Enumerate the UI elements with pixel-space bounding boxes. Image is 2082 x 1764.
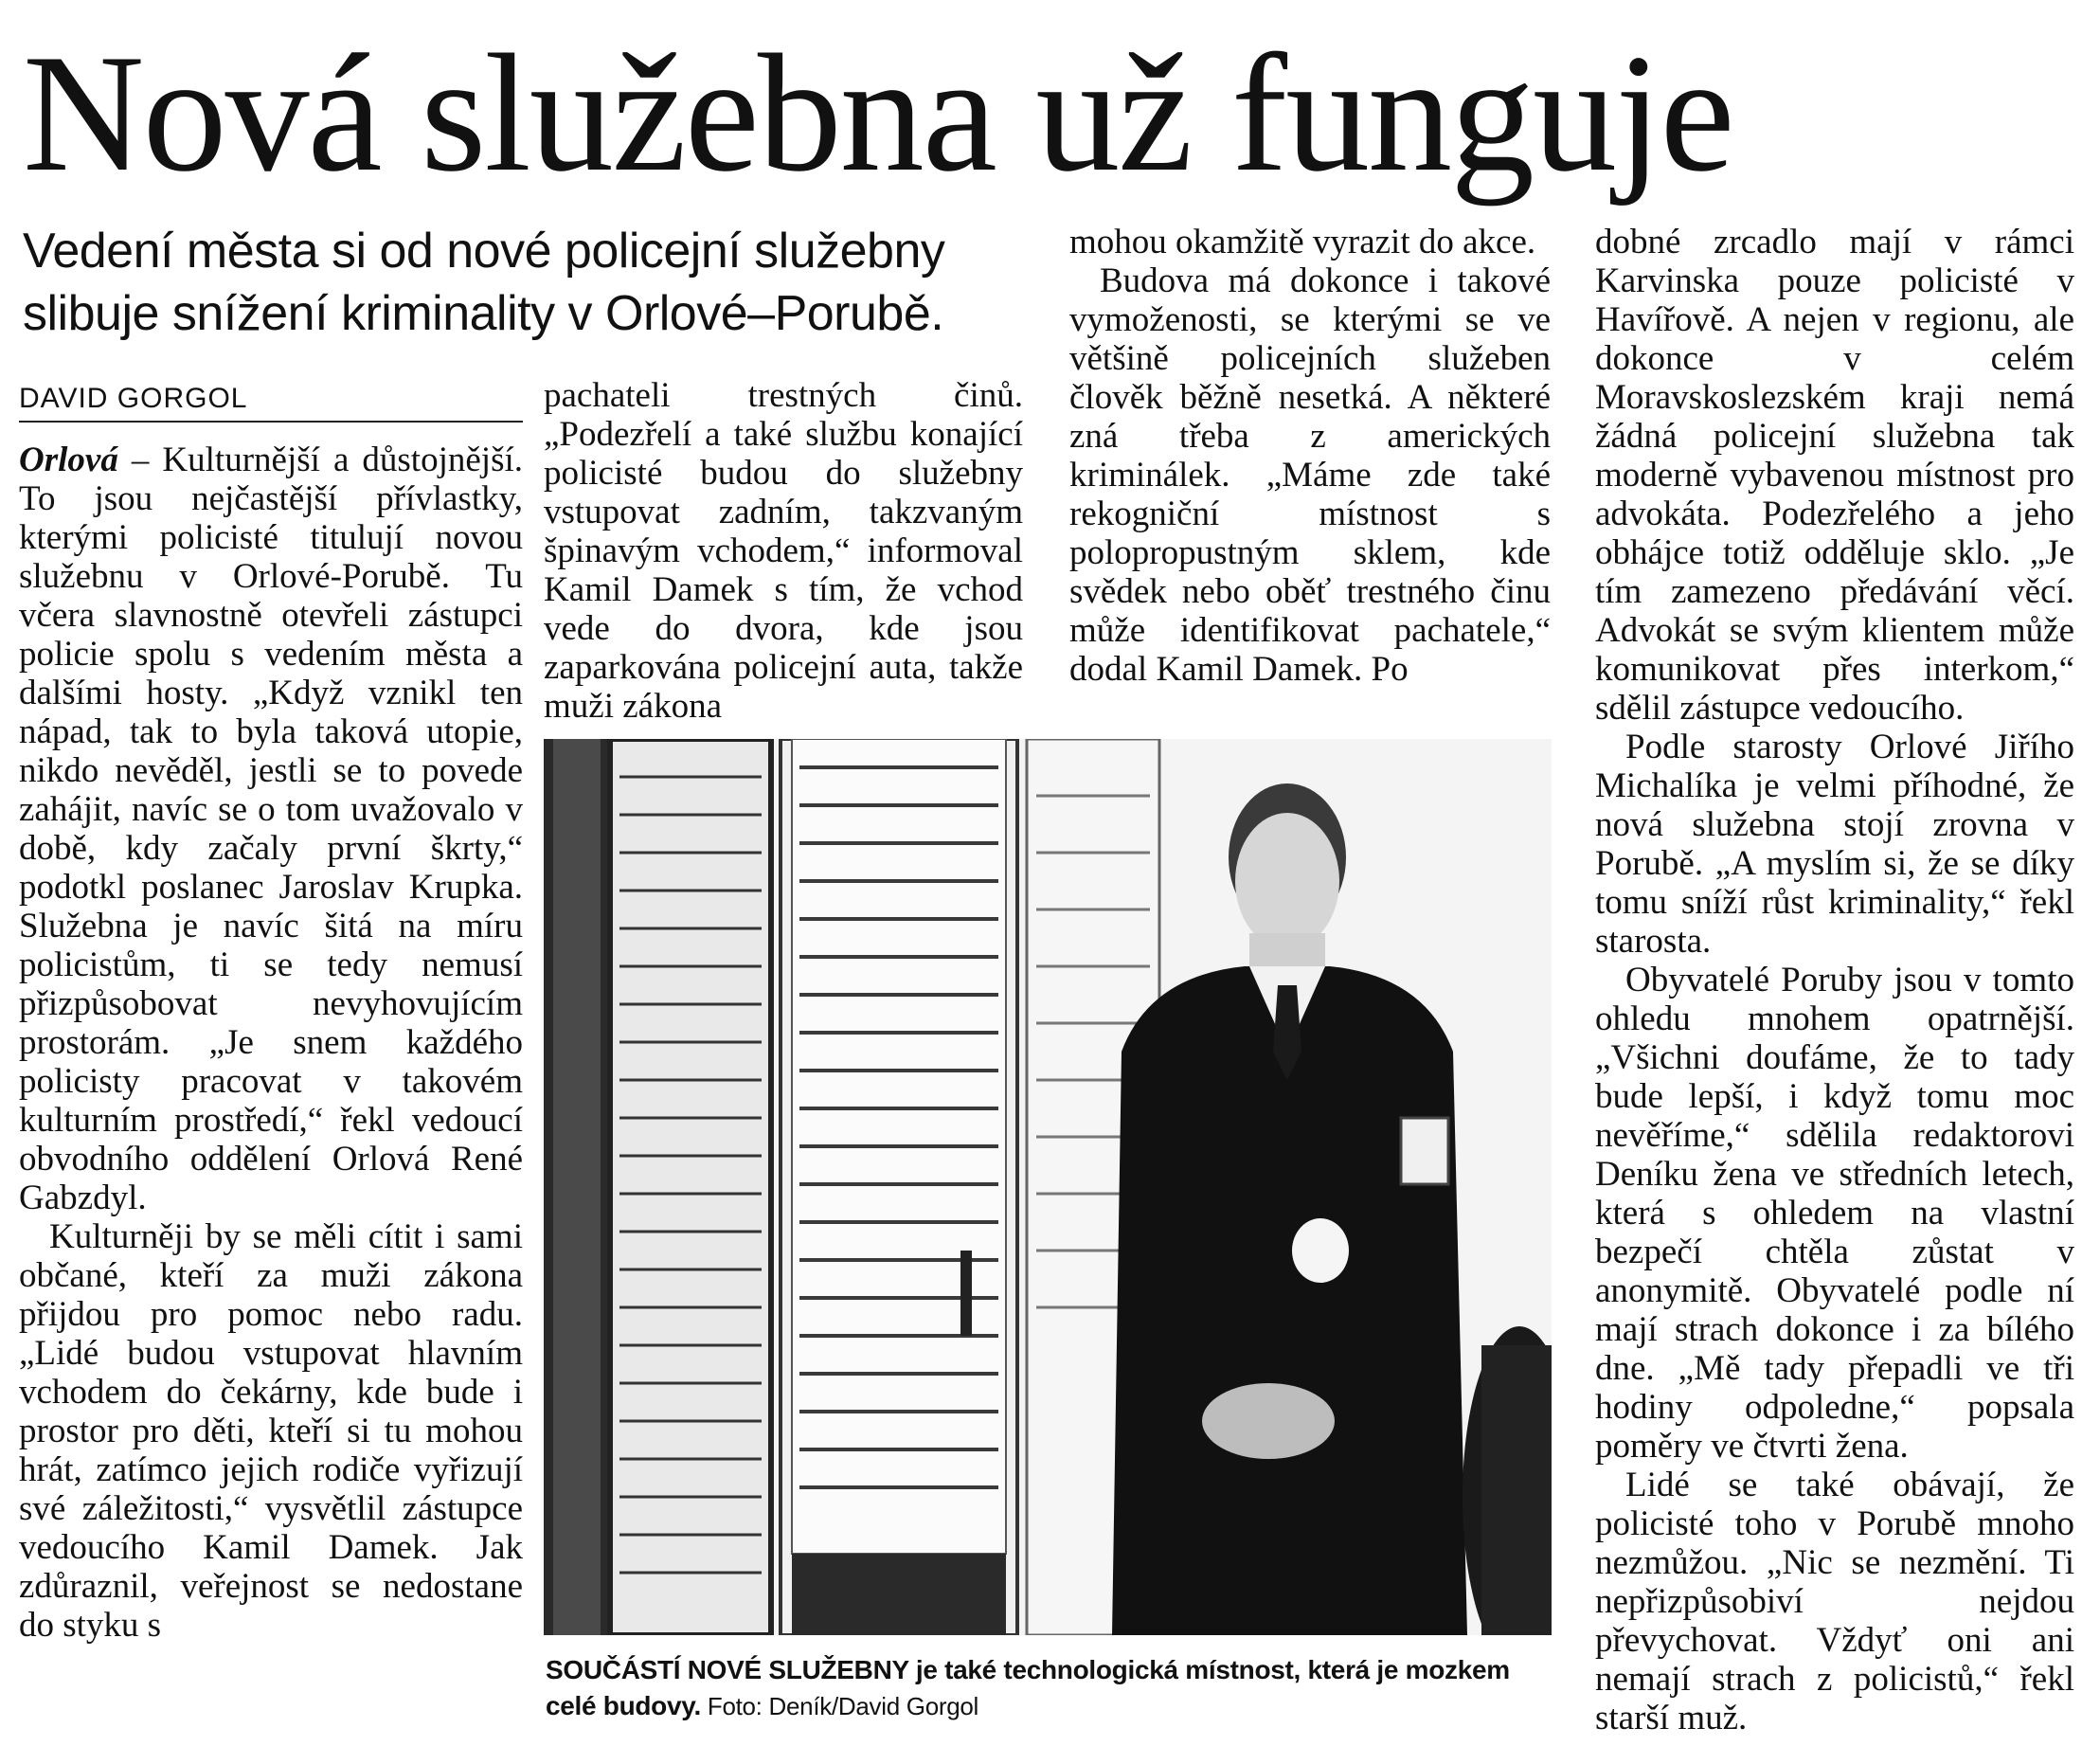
paragraph: Kulturněji by se měli cítit i sami občané, kteří za muži zákona přijdou pro pomoc nebo radu. „Lidé budou vstupovat hlavním vchodem do čekárny, kde bude i prostor pro děti, kteří si tu mohou hrát, zatímco jejich rodiče vyřizují své záležitosti,“ vysvětlil zástupce vedoucího Kamil Damek. Jak zdůraznil, veřejnost se nedostane do styku s bbox=[19, 1217, 523, 1645]
caption-lead: SOUČÁSTÍ NOVÉ SLUŽEBNY bbox=[546, 1655, 909, 1684]
paragraph: Budova má dokonce i takové vymoženosti, se kterými se ve většině policejních služeben člověk běžně nesetká. A některé zná třeba z amerických kriminálek. „Máme zde také rekogniční místnost s polopropustným sklem, kde svědek nebo oběť trestného činu může identifikovat pachatele,“ dodal Kamil Damek. Po bbox=[1069, 261, 1551, 689]
subheading: Vedení města si od nové policejní služebny slibuje snížení kriminality v Orlové–Porubě. bbox=[23, 224, 945, 341]
paragraph: Obyvatelé Poruby jsou v tomto ohledu mnohem opatrnější. „Všichni doufáme, že to tady bude lepší, i když tomu moc nevěříme,“ sdělila redaktorovi Deníku žena ve středních letech, která s ohledem na vlastní bezpečí chtěla zůstat v anonymitě. Obyvatelé podle ní mají strach dokonce i za bílého dne. „Mě tady přepadli ve tři hodiny odpoledne,“ popsala poměry ve čtvrti žena. bbox=[1595, 961, 2074, 1466]
photo-caption bbox=[546, 1652, 1553, 1724]
article-photo bbox=[544, 739, 1552, 1635]
paragraph: Podle starosty Orlové Jiřího Michalíka je velmi příhodné, že nová služebna stojí zrovna v Porubě. „A myslím si, že se díky tomu sníží růst kriminality,“ řekl starosta. bbox=[1595, 728, 2074, 961]
headline: Nová služebna už funguje bbox=[23, 19, 1733, 207]
paragraph: pachateli trestných činů. „Podezřelí a také službu konající policisté budou do služebny vstupovat zadním, takzvaným špinavým vchodem,“ informoval Kamil Damek s tím, že vchod vede do dvora, kde jsou zaparkována policejní auta, takže muži zákona bbox=[544, 376, 1023, 726]
article-column-3 bbox=[1069, 223, 1551, 689]
photo-credit: Foto: Deník/David Gorgol bbox=[700, 1692, 979, 1720]
server-rack-center bbox=[781, 739, 1017, 1635]
article-column-1 bbox=[19, 441, 523, 1645]
paragraph-text: – Kulturnější a důstojnější. To jsou nejčastější přívlastky, kterými policisté titulují novou služebnu v Orlové-Porubě. Tu včera slavnostně otevřeli zástupci policie spolu s vedením města a dalšími hosty. „Když vznikl ten nápad, tak to byla taková utopie, nikdo nevěděl, jestli se to povede zahájit, navíc se o tom uvažovalo v době, kdy začaly první škrty,“ podotkl poslanec Jaroslav Krupka. Služebna je navíc šitá na míru policistům, ti se tedy nemusí přizpůsobovat nevyhovujícím prostorám. „Je snem každého policisty pracovat v takovém kulturním prostředí,“ řekl vedoucí obvodního oddělení Orlová René Gabzdyl. bbox=[19, 441, 523, 1217]
caption-text: je také technologická místnost, která je mozkem celé budovy. bbox=[546, 1655, 1510, 1720]
paragraph: dobné zrcadlo mají v rámci Karvinska pouze policisté v Havířově. A nejen v regionu, ale dokonce v celém Moravskoslezském kraji nemá žádná policejní služebna tak moderně vybavenou místnost pro advokáta. Podezřelého a jeho obhájce totiž odděluje sklo. „Je tím zamezeno předávání věcí. Advokát se svým klientem může komunikovat přes interkom,“ sdělil zástupce vedoucího. bbox=[1595, 223, 2074, 728]
paragraph: mohou okamžitě vyrazit do akce. bbox=[1069, 223, 1536, 261]
server-room-photo bbox=[544, 739, 1552, 1635]
paragraph: Lidé se také obávají, že policisté toho v Porubě mnoho nezmůžou. „Nic se nezmění. Ti nepřizpůsobiví nejdou převychovat. Vždyť oni ani nemají strach z policistů,“ řekl starší muž. bbox=[1595, 1466, 2074, 1737]
server-rack-left bbox=[544, 739, 771, 1635]
paragraph bbox=[19, 441, 523, 1217]
byline: DAVID GORGOL bbox=[19, 377, 523, 423]
article-column-4 bbox=[1595, 223, 2074, 1737]
article-column-2 bbox=[544, 376, 1023, 726]
dateline: Orlová bbox=[19, 441, 118, 479]
